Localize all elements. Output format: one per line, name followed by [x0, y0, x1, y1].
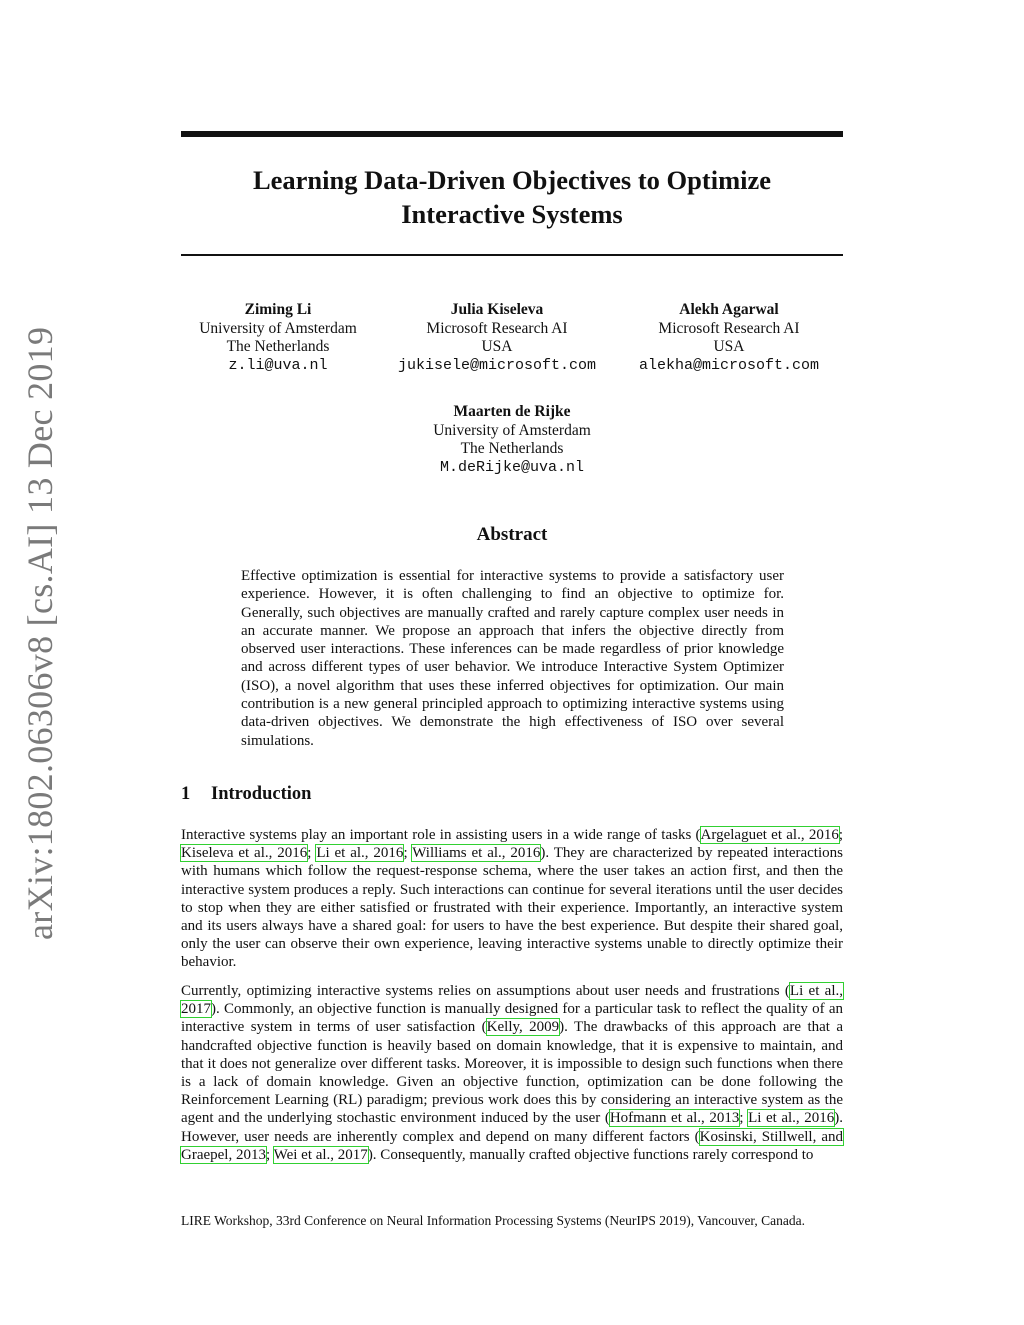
- author-block-alekh-agarwal: [618, 301, 840, 375]
- text-run: ;: [265, 1146, 274, 1163]
- citation-link[interactable]: Williams et al., 2016: [412, 845, 541, 862]
- section-number: 1: [181, 784, 191, 804]
- author-country: The Netherlands: [460, 440, 564, 457]
- author-block-julia-kiseleva: [382, 301, 612, 375]
- author-country: USA: [481, 338, 513, 355]
- author-affiliation: Microsoft Research AI: [658, 319, 800, 337]
- citation-link[interactable]: Li et al., 2016: [316, 845, 404, 862]
- author-email: alekha@microsoft.com: [638, 356, 820, 374]
- abstract-heading: Abstract: [476, 524, 548, 545]
- intro-paragraph-1: [181, 826, 843, 972]
- author-name: Maarten de Rijke: [453, 403, 571, 420]
- author-name: Alekh Agarwal: [679, 301, 779, 318]
- citation-link[interactable]: Kelly, 2009: [486, 1019, 560, 1036]
- author-block-ziming-li: [168, 301, 388, 375]
- section-title: Introduction: [211, 784, 312, 804]
- citation-link[interactable]: Li et al., 2016: [748, 1110, 835, 1127]
- text-run: ). Consequently, manually crafted objective functions rarely correspond to: [367, 1146, 814, 1163]
- author-affiliation: Microsoft Research AI: [426, 319, 568, 337]
- citation-link[interactable]: Kiseleva et al., 2016: [181, 845, 308, 862]
- title-top-rule: [181, 131, 843, 137]
- author-country: The Netherlands: [226, 338, 330, 355]
- author-affiliation: University of Amsterdam: [199, 319, 357, 337]
- text-run: ;: [838, 827, 843, 843]
- author-email: jukisele@microsoft.com: [397, 356, 597, 374]
- venue-footnote: LIRE Workshop, 33rd Conference on Neural Information Processing Systems (NeurIPS 2019), Vancouver, Canada.: [181, 1213, 805, 1228]
- text-run: Interactive systems play an important role in assisting users in a wide range of tasks (: [181, 827, 701, 843]
- citation-link[interactable]: Argelaguet et al., 2016: [700, 827, 839, 843]
- author-name: Julia Kiseleva: [450, 301, 544, 318]
- text-run: ). They are characterized by repeated interactions with humans which follow the request-response schema, where the user takes an action first, and then the interactive system produces a reply. Such interactions can continue for several iterations until the user decides to stop when they are either satisfied or frustrated with their experience. Importantly, an interactive system and its users always have a shared goal: for users to have the best experience. But despite their shared goal, only the user can observe their own experience, leaving interactive systems unable to directly optimize their behavior.: [181, 845, 843, 971]
- text-run: ). However, user needs are inherently complex and depend on many different factors (: [181, 1110, 843, 1145]
- paper-title: [181, 163, 843, 231]
- author-name: Ziming Li: [244, 301, 312, 318]
- citation-link[interactable]: Hofmann et al., 2013: [609, 1110, 740, 1127]
- text-run: ). Commonly, an objective function is manually designed for a particular task to reflect the quality of an interactive system in terms of user satisfaction (: [181, 1001, 843, 1036]
- author-email: M.deRijke@uva.nl: [439, 458, 585, 476]
- title-bottom-rule: [181, 254, 843, 256]
- author-email: z.li@uva.nl: [228, 356, 328, 374]
- text-run: ). The drawbacks of this approach are that a handcrafted objective function is heavily based on domain knowledge, that it is expensive to maintain, and that it does not generalize over different tasks. Moreover, it is impossible to design such functions when there is a lack of domain knowledge. Given an objective function, optimization can be done following the Reinforcement Learning (RL) paradigm; previous work does this by considering an interactive system as the agent and the underlying stochastic environment induced by the user (: [181, 1019, 844, 1127]
- citation-link[interactable]: Kosinski, Stillwell, and Graepel, 2013: [181, 1128, 843, 1163]
- arxiv-identifier: arXiv:1802.06306v8 [cs.AI] 13 Dec 2019: [20, 326, 60, 940]
- intro-paragraph-2: [181, 982, 843, 1164]
- text-run: ;: [739, 1110, 749, 1127]
- title-line-2: Interactive Systems: [401, 199, 623, 229]
- section-heading-introduction: [181, 784, 311, 805]
- author-country: USA: [713, 338, 745, 355]
- abstract-body: Effective optimization is essential for interactive systems to provide a satisfactory user experience. However, it is often challenging to find an objective to optimize for. Generally, such objectives are manually crafted and rarely capture complex user needs in an accurate manner. We propose an approach that infers the objective directly from observed user interactions. These inferences can be made regardless of prior knowledge and across different types of user behavior. We introduce Interactive System Optimizer (ISO), a novel algorithm that uses these inferred objectives for optimization. Our main contribution is a new general principled approach to optimizing interactive systems using data-driven objectives. We demonstrate the high effectiveness of ISO over several simulations.: [241, 568, 784, 749]
- citation-link[interactable]: Wei et al., 2017: [273, 1146, 368, 1163]
- title-line-1: Learning Data-Driven Objectives to Optimize: [252, 165, 772, 195]
- text-run: ;: [307, 845, 317, 862]
- author-affiliation: University of Amsterdam: [433, 421, 591, 439]
- citation-link[interactable]: Li et al., 2017: [181, 983, 844, 1018]
- author-block-maarten-de-rijke: [400, 403, 624, 477]
- text-run: Currently, optimizing interactive systems relies on assumptions about user needs and frustrations (: [181, 983, 790, 999]
- text-run: ;: [403, 845, 413, 862]
